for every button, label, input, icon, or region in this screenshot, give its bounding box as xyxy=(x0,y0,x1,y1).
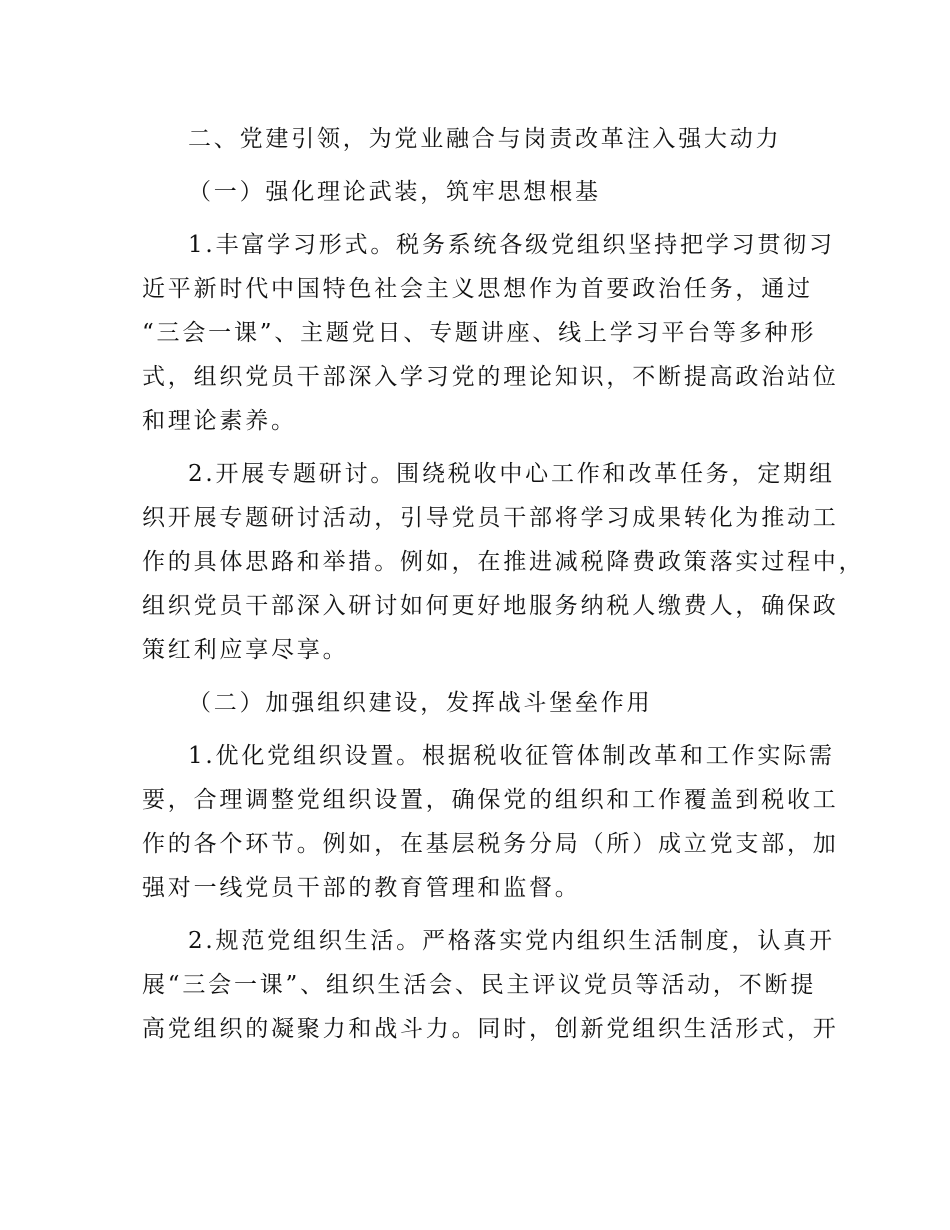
paragraph-line: 策红利应享尽享。 xyxy=(142,637,349,663)
paragraph-line: 要，合理调整党组织设置，确保党的组织和工作覆盖到税收工 xyxy=(142,787,839,813)
subsection-two-title: （二）加强组织建设，发挥战斗堡垒作用 xyxy=(188,690,653,716)
paragraph-line: 组织党员干部深入研讨如何更好地服务纳税人缴费人，确保政 xyxy=(142,593,839,619)
section-two-title: 二、党建引领，为党业融合与岗责改革注入强大动力 xyxy=(188,126,782,152)
paragraph-line: 展“三会一课”、组织生活会、民主评议党员等活动，不断提 xyxy=(142,972,817,998)
paragraph-line: 作的具体思路和举措。例如，在推进减税降费政策落实过程中， xyxy=(142,549,865,575)
paragraph-line: 和理论素养。 xyxy=(142,408,297,434)
paragraph-line: 2.开展专题研讨。围绕税收中心工作和改革任务，定期组 xyxy=(188,461,835,487)
paragraph-line: 1.优化党组织设置。根据税收征管体制改革和工作实际需 xyxy=(188,743,835,769)
paragraph-line: 近平新时代中国特色社会主义思想作为首要政治任务，通过 xyxy=(142,276,813,302)
paragraph-line: 2.规范党组织生活。严格落实党内组织生活制度，认真开 xyxy=(188,928,835,954)
subsection-one-title: （一）强化理论武装，筑牢思想根基 xyxy=(188,179,601,205)
paragraph-line: 强对一线党员干部的教育管理和监督。 xyxy=(142,875,581,901)
paragraph-line: “三会一课”、主题党日、专题讲座、线上学习平台等多种形 xyxy=(142,320,817,346)
paragraph-line: 高党组织的凝聚力和战斗力。同时，创新党组织生活形式，开 xyxy=(142,1016,839,1042)
paragraph-line: 织开展专题研讨活动，引导党员干部将学习成果转化为推动工 xyxy=(142,505,839,531)
paragraph-line: 式，组织党员干部深入学习党的理论知识，不断提高政治站位 xyxy=(142,364,839,390)
paragraph-line: 1.丰富学习形式。税务系统各级党组织坚持把学习贯彻习 xyxy=(188,232,835,258)
paragraph-line: 作的各个环节。例如，在基层税务分局（所）成立党支部，加 xyxy=(142,831,839,857)
